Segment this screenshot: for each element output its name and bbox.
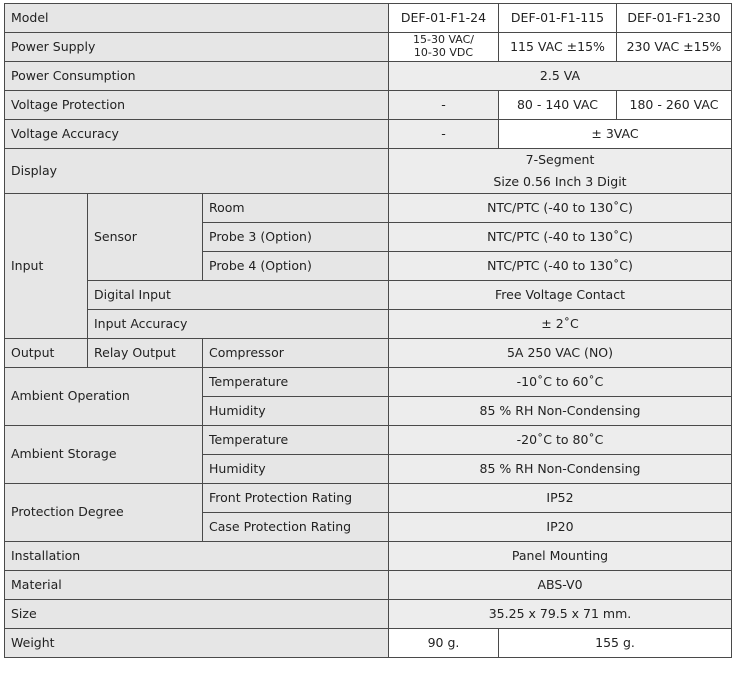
- protection-degree-label: Protection Degree: [5, 484, 203, 542]
- input-accuracy-value: ± 2˚C: [389, 310, 732, 339]
- ambient-storage-temp-label: Temperature: [203, 426, 389, 455]
- ambient-storage-label: Ambient Storage: [5, 426, 203, 484]
- display-line1: 7-Segment: [525, 152, 595, 167]
- model-label: Model: [5, 4, 389, 33]
- voltage-accuracy-115-230: ± 3VAC: [499, 120, 732, 149]
- output-label: Output: [5, 339, 88, 368]
- row-model: [5, 4, 732, 33]
- ambient-operation-hum-label: Humidity: [203, 397, 389, 426]
- specification-table: [4, 3, 732, 658]
- case-protection-label: Case Protection Rating: [203, 513, 389, 542]
- compressor-value: 5A 250 VAC (NO): [389, 339, 732, 368]
- power-supply-115: 115 VAC ±15%: [499, 33, 617, 62]
- probe4-value: NTC/PTC (-40 to 130˚C): [389, 252, 732, 281]
- row-weight: [5, 629, 732, 658]
- probe3-label: Probe 3 (Option): [203, 223, 389, 252]
- weight-24: 90 g.: [389, 629, 499, 658]
- material-value: ABS-V0: [389, 571, 732, 600]
- ambient-operation-label: Ambient Operation: [5, 368, 203, 426]
- room-value: NTC/PTC (-40 to 130˚C): [389, 194, 732, 223]
- power-supply-24: [389, 33, 499, 62]
- row-size: [5, 600, 732, 629]
- ambient-storage-hum-label: Humidity: [203, 455, 389, 484]
- display-value: [389, 149, 732, 194]
- ambient-operation-temp-value: -10˚C to 60˚C: [389, 368, 732, 397]
- ambient-operation-temp-label: Temperature: [203, 368, 389, 397]
- ambient-storage-hum-value: 85 % RH Non-Condensing: [389, 455, 732, 484]
- voltage-protection-24: -: [389, 91, 499, 120]
- power-consumption-label: Power Consumption: [5, 62, 389, 91]
- row-material: [5, 571, 732, 600]
- power-supply-24-line1: 15-30 VAC/: [413, 33, 474, 47]
- row-power-consumption: [5, 62, 732, 91]
- digital-input-label: Digital Input: [88, 281, 389, 310]
- model-24: DEF-01-F1-24: [389, 4, 499, 33]
- power-consumption-value: 2.5 VA: [389, 62, 732, 91]
- display-label: Display: [5, 149, 389, 194]
- installation-label: Installation: [5, 542, 389, 571]
- size-value: 35.25 x 79.5 x 71 mm.: [389, 600, 732, 629]
- voltage-accuracy-24: -: [389, 120, 499, 149]
- row-voltage-protection: [5, 91, 732, 120]
- voltage-accuracy-label: Voltage Accuracy: [5, 120, 389, 149]
- size-label: Size: [5, 600, 389, 629]
- digital-input-value: Free Voltage Contact: [389, 281, 732, 310]
- row-input-digital: [5, 281, 732, 310]
- power-supply-24-line2: 10-30 VDC: [413, 46, 474, 59]
- weight-label: Weight: [5, 629, 389, 658]
- row-input-accuracy: [5, 310, 732, 339]
- row-input-room: [5, 194, 732, 223]
- row-voltage-accuracy: [5, 120, 732, 149]
- power-supply-230: 230 VAC ±15%: [617, 33, 732, 62]
- relay-output-label: Relay Output: [88, 339, 203, 368]
- material-label: Material: [5, 571, 389, 600]
- row-output: [5, 339, 732, 368]
- spec-table-container: [4, 3, 732, 658]
- ambient-operation-hum-value: 85 % RH Non-Condensing: [389, 397, 732, 426]
- row-protection-front: [5, 484, 732, 513]
- input-accuracy-label: Input Accuracy: [88, 310, 389, 339]
- row-installation: [5, 542, 732, 571]
- display-line2: Size 0.56 Inch 3 Digit: [493, 174, 627, 189]
- voltage-protection-230: 180 - 260 VAC: [617, 91, 732, 120]
- voltage-protection-115: 80 - 140 VAC: [499, 91, 617, 120]
- installation-value: Panel Mounting: [389, 542, 732, 571]
- model-230: DEF-01-F1-230: [617, 4, 732, 33]
- ambient-storage-temp-value: -20˚C to 80˚C: [389, 426, 732, 455]
- front-protection-label: Front Protection Rating: [203, 484, 389, 513]
- room-label: Room: [203, 194, 389, 223]
- row-ambient-storage-temp: [5, 426, 732, 455]
- case-protection-value: IP20: [389, 513, 732, 542]
- row-display: [5, 149, 732, 194]
- voltage-protection-label: Voltage Protection: [5, 91, 389, 120]
- sensor-label: Sensor: [88, 194, 203, 281]
- front-protection-value: IP52: [389, 484, 732, 513]
- row-power-supply: [5, 33, 732, 62]
- compressor-label: Compressor: [203, 339, 389, 368]
- probe4-label: Probe 4 (Option): [203, 252, 389, 281]
- weight-115-230: 155 g.: [499, 629, 732, 658]
- power-supply-label: Power Supply: [5, 33, 389, 62]
- model-115: DEF-01-F1-115: [499, 4, 617, 33]
- input-label: Input: [5, 194, 88, 339]
- probe3-value: NTC/PTC (-40 to 130˚C): [389, 223, 732, 252]
- row-ambient-operation-temp: [5, 368, 732, 397]
